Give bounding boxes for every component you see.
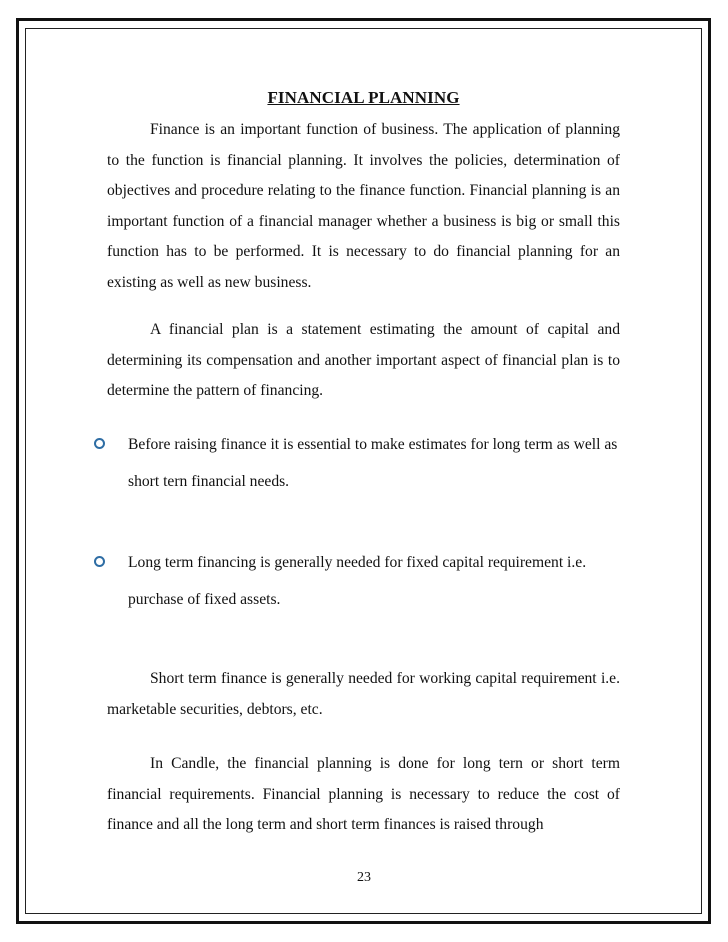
page-number: 23 [357,870,371,885]
list-item [107,544,620,618]
list-item-text: Before raising finance it is essential to make estimates for long term as well as short tern financial needs. [128,436,618,490]
paragraph: Finance is an important function of business. The application of planning to the function is financial planning. It involves the policies, determination of objectives and procedure relating to the finance function. Financial planning is an important function of a financial manager whether a business is big or small this function has to be performed. It is necessary to do financial planning for an existing as well as new business. [107,121,620,291]
circle-bullet-icon [94,438,105,449]
paragraph: Short term finance is generally needed for working capital requirement i.e. marketable securities, debtors, etc. [107,670,620,718]
list-item [107,426,620,500]
page-title: FINANCIAL PLANNING [267,88,460,107]
paragraph: A financial plan is a statement estimating the amount of capital and determining its compensation and another important aspect of financial plan is to determine the pattern of financing. [107,321,620,400]
circle-bullet-icon [94,556,105,567]
list-item-text: Long term financing is generally needed for fixed capital requirement i.e. purchase of fixed assets. [128,554,587,608]
paragraph: In Candle, the financial planning is done for long tern or short term financial requirements. Financial planning is necessary to reduce the cost of finance and all the long term and short term finances is raised through [107,755,620,834]
